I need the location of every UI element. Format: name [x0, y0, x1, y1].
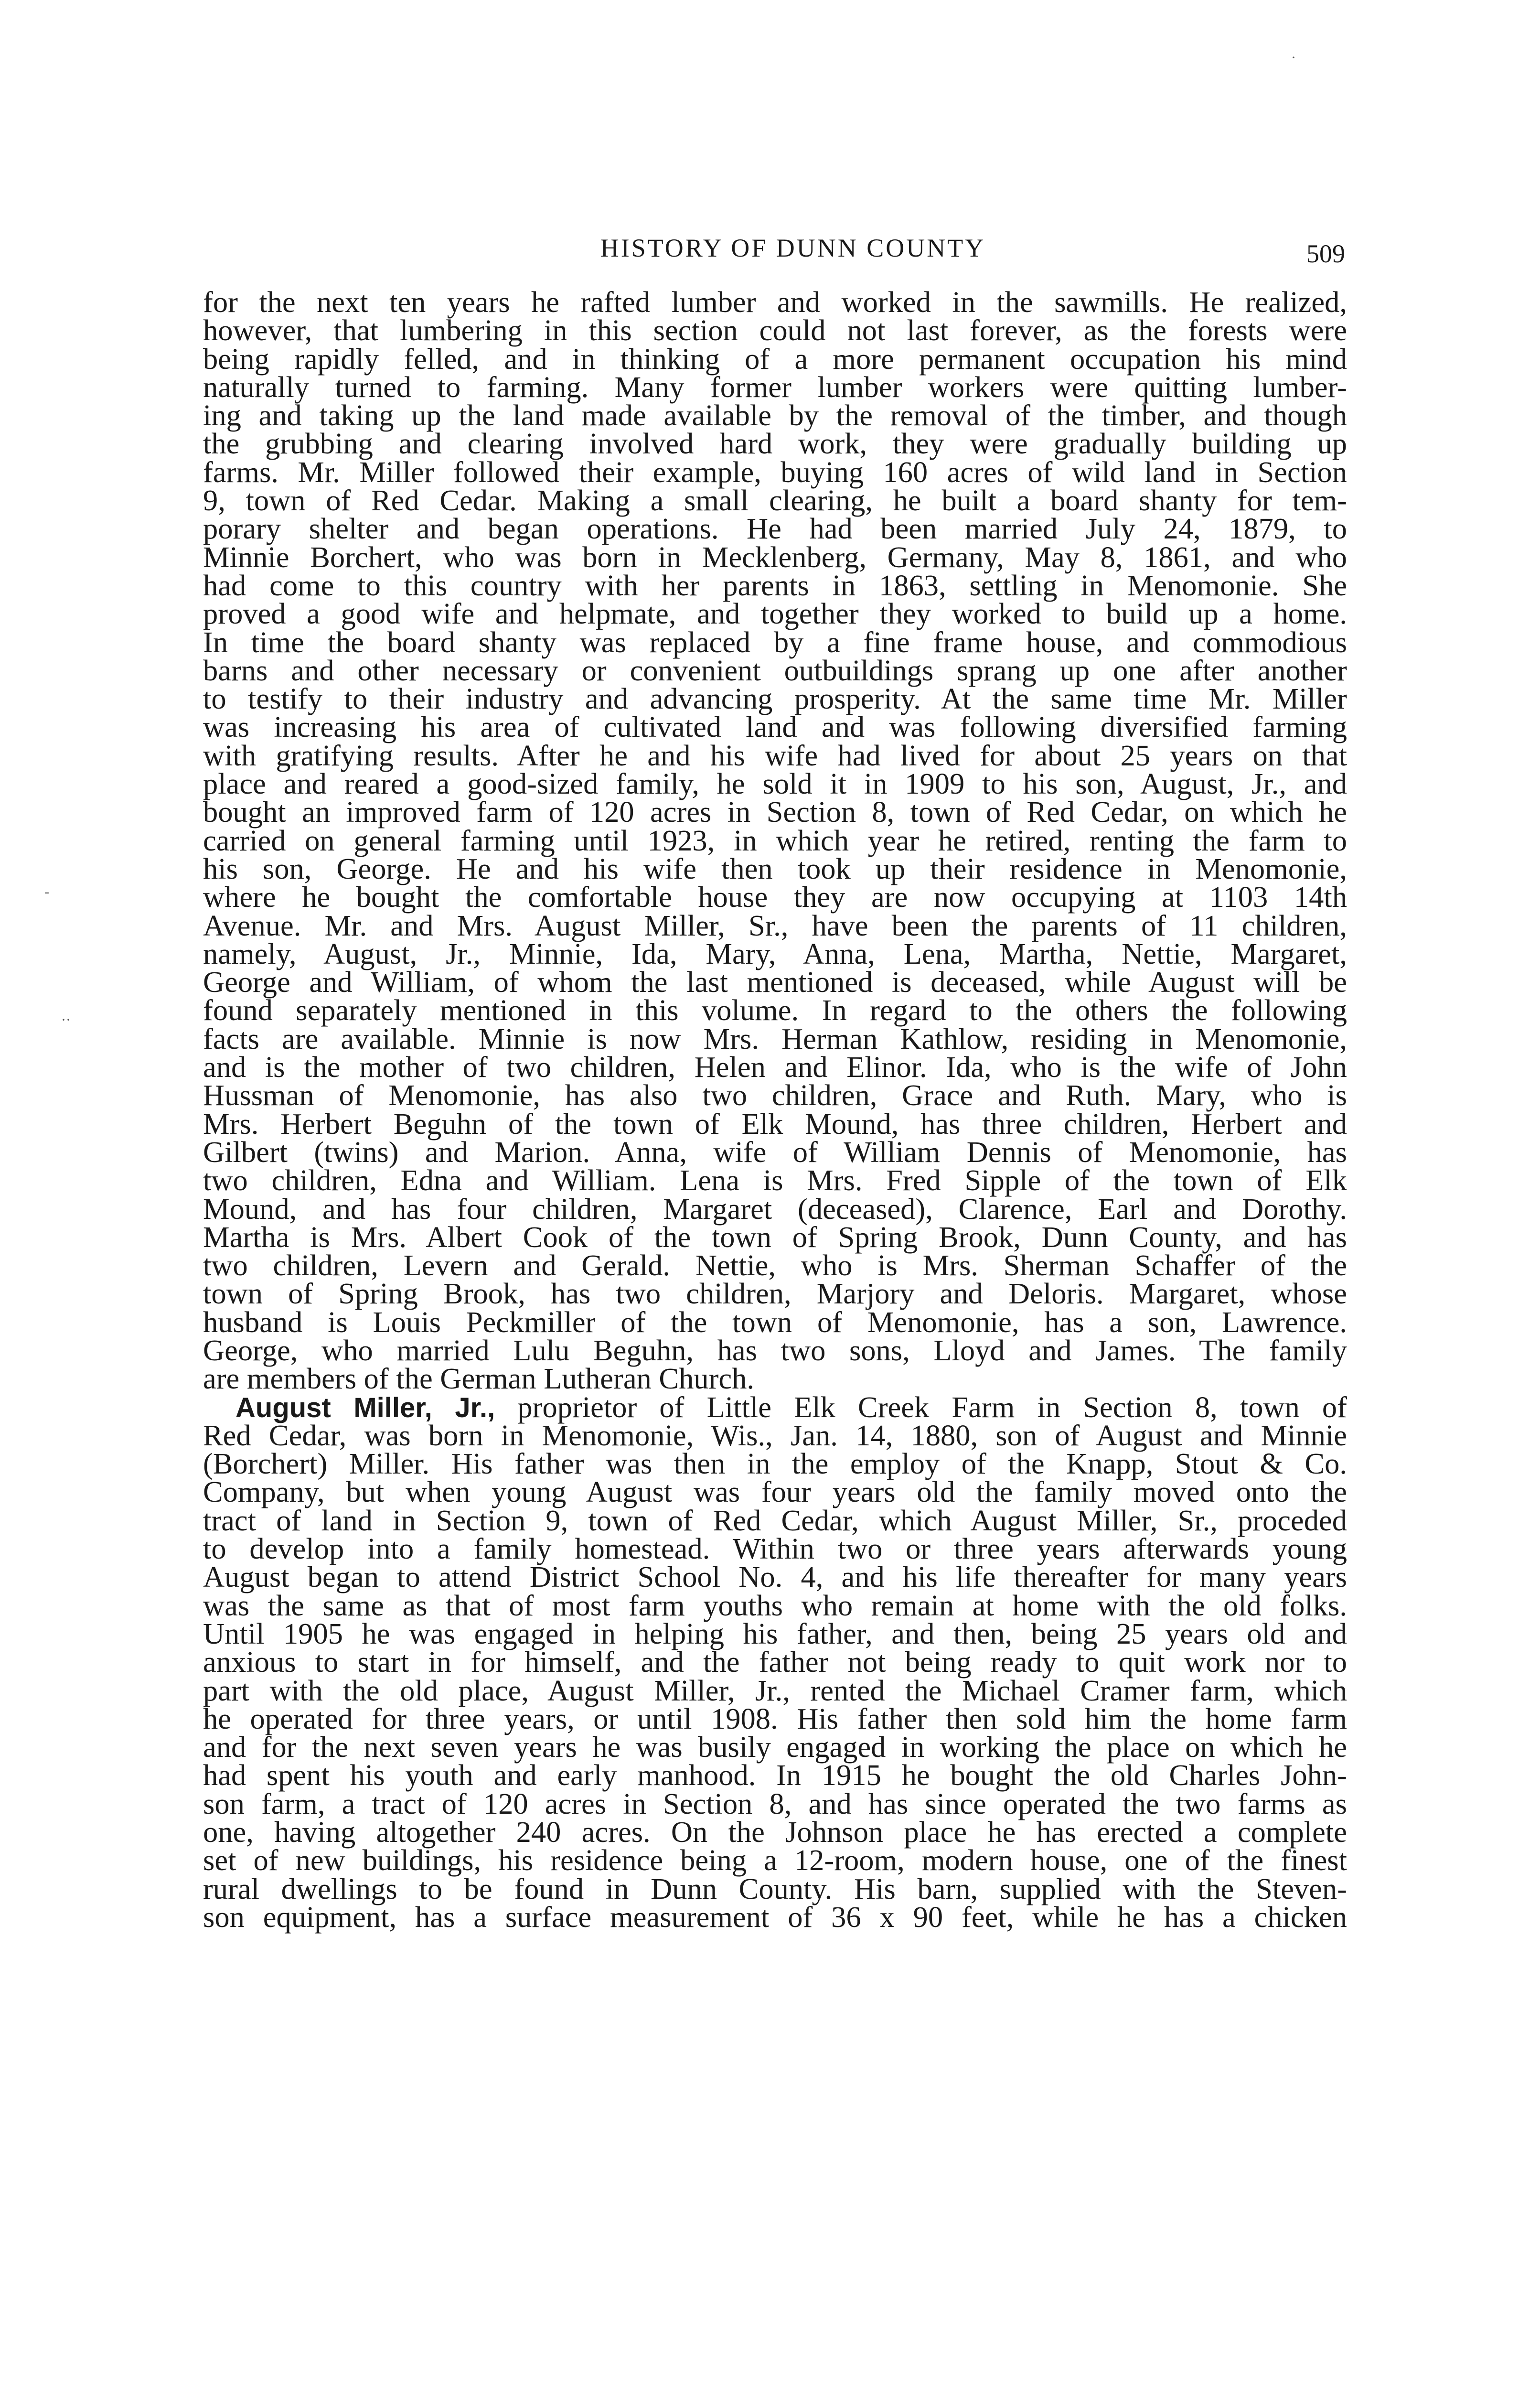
text-line: Hussman of Menomonie, has also two children, Grace and Ruth. Mary, who is [203, 1078, 1347, 1112]
biography-subject-name: August Miller, Jr., [235, 1392, 495, 1423]
text-line: and for the next seven years he was busily engaged in working the place on which he [203, 1730, 1347, 1764]
text-line: Gilbert (twins) and Marion. Anna, wife of William Dennis of Menomonie, has [203, 1135, 1347, 1169]
text-line: George, who married Lulu Beguhn, has two sons, Lloyd and James. The family [203, 1333, 1347, 1367]
text-line: (Borchert) Miller. His father was then in the employ of the Knapp, Stout & Co. [203, 1447, 1347, 1481]
page-number: 509 [1306, 239, 1345, 268]
margin-speck: ·· [61, 1012, 71, 1028]
text-line: he operated for three years, or until 1908. His father then sold him the home farm [203, 1701, 1347, 1735]
text-line: In time the board shanty was replaced by a fine frame house, and commodious [203, 625, 1347, 659]
text-line: farms. Mr. Miller followed their example, buying 160 acres of wild land in Section [203, 455, 1347, 489]
text-line: facts are available. Minnie is now Mrs. Herman Kathlow, residing in Menomonie, [203, 1022, 1347, 1055]
text-line: carried on general farming until 1923, in which year he retired, renting the farm to [203, 823, 1347, 857]
text-line [203, 1390, 1347, 1424]
text-line: porary shelter and began operations. He had been married July 24, 1879, to [203, 512, 1347, 546]
text-line: for the next ten years he rafted lumber and worked in the sawmills. He realized, [203, 285, 1347, 319]
text-line: was increasing his area of cultivated land and was following diversified farming [203, 710, 1347, 744]
text-line: barns and other necessary or convenient outbuildings sprang up one after another [203, 653, 1347, 687]
text-line: Mound, and has four children, Margaret (deceased), Clarence, Earl and Dorothy. [203, 1192, 1347, 1226]
text-line: Company, but when young August was four years old the family moved onto the [203, 1475, 1347, 1509]
text-line: August began to attend District School No. 4, and his life thereafter for many years [203, 1560, 1347, 1594]
text-line: where he bought the comfortable house they are now occupying at 1103 14th [203, 880, 1347, 914]
text-line: namely, August, Jr., Minnie, Ida, Mary, Anna, Lena, Martha, Nettie, Margaret, [203, 936, 1347, 970]
text-line: tract of land in Section 9, town of Red Cedar, which August Miller, Sr., proceded [203, 1503, 1347, 1537]
text-line: being rapidly felled, and in thinking of a more permanent occupation his mind [203, 342, 1347, 376]
margin-speck: · [1291, 50, 1296, 65]
text-line: proved a good wife and helpmate, and together they worked to build up a home. [203, 597, 1347, 631]
text-line: anxious to start in for himself, and the father not being ready to quit work nor to [203, 1645, 1347, 1679]
paragraph-august-miller-sr [203, 285, 1347, 1396]
text-line: however, that lumbering in this section could not last forever, as the forests were [203, 313, 1347, 347]
text-line: naturally turned to farming. Many former lumber workers were quitting lumber- [203, 370, 1347, 404]
text-line: 9, town of Red Cedar. Making a small clearing, he built a board shanty for tem- [203, 484, 1347, 517]
first-line-text: proprietor of Little Elk Creek Farm in Section 8, town of [495, 1390, 1347, 1424]
text-line: bought an improved farm of 120 acres in Section 8, town of Red Cedar, on which he [203, 795, 1347, 829]
text-line: are members of the German Lutheran Church. [203, 1362, 755, 1396]
text-line: to develop into a family homestead. Within two or three years afterwards young [203, 1532, 1347, 1566]
text-line: son equipment, has a surface measurement of 36 x 90 feet, while he has a chicken [203, 1900, 1347, 1934]
text-line: had spent his youth and early manhood. In 1915 he bought the old Charles John- [203, 1758, 1347, 1792]
text-line: husband is Louis Peckmiller of the town of Menomonie, has a son, Lawrence. [203, 1305, 1347, 1339]
text-line: Until 1905 he was engaged in helping his father, and then, being 25 years old and [203, 1616, 1347, 1650]
text-line: the grubbing and clearing involved hard work, they were gradually building up [203, 427, 1347, 461]
text-line: Martha is Mrs. Albert Cook of the town of Spring Brook, Dunn County, and has [203, 1220, 1347, 1254]
text-line: Mrs. Herbert Beguhn of the town of Elk Mound, has three children, Herbert and [203, 1107, 1347, 1141]
text-line: son farm, a tract of 120 acres in Section 8, and has since operated the two farms as [203, 1786, 1347, 1820]
text-line: town of Spring Brook, has two children, Marjory and Deloris. Margaret, whose [203, 1277, 1347, 1311]
text-line: two children, Levern and Gerald. Nettie, who is Mrs. Sherman Schaffer of the [203, 1248, 1347, 1282]
text-line: place and reared a good-sized family, he sold it in 1909 to his son, August, Jr., and [203, 767, 1347, 801]
text-line: two children, Edna and William. Lena is Mrs. Fred Sipple of the town of Elk [203, 1163, 1347, 1197]
text-line: to testify to their industry and advancing prosperity. At the same time Mr. Miller [203, 682, 1347, 716]
running-head-title: HISTORY OF DUNN COUNTY [600, 234, 986, 262]
text-line: with gratifying results. After he and his wife had lived for about 25 years on that [203, 738, 1347, 772]
text-line: set of new buildings, his residence being a 12-room, modern house, one of the finest [203, 1843, 1347, 1877]
text-line: Red Cedar, was born in Menomonie, Wis., Jan. 14, 1880, son of August and Minnie [203, 1418, 1347, 1452]
text-line: was the same as that of most farm youths who remain at home with the old folks. [203, 1588, 1347, 1622]
body-text [203, 285, 1347, 1934]
paragraph-august-miller-jr [203, 1390, 1347, 1934]
text-line: ing and taking up the land made available by the removal of the timber, and though [203, 398, 1347, 432]
text-line: one, having altogether 240 acres. On the Johnson place he has erected a complete [203, 1815, 1347, 1849]
text-line: found separately mentioned in this volume. In regard to the others the following [203, 993, 1347, 1027]
text-line: Minnie Borchert, who was born in Mecklenberg, Germany, May 8, 1861, and who [203, 540, 1347, 574]
text-line: George and William, of whom the last mentioned is deceased, while August will be [203, 965, 1347, 999]
text-line: and is the mother of two children, Helen and Elinor. Ida, who is the wife of John [203, 1050, 1347, 1084]
margin-speck: - [44, 884, 49, 900]
text-line: Avenue. Mr. and Mrs. August Miller, Sr., have been the parents of 11 children, [203, 908, 1347, 942]
text-line: had come to this country with her parents in 1863, settling in Menomonie. She [203, 568, 1347, 602]
text-line: part with the old place, August Miller, Jr., rented the Michael Cramer farm, which [203, 1673, 1347, 1707]
text-line: rural dwellings to be found in Dunn County. His barn, supplied with the Steven- [203, 1872, 1347, 1905]
text-line: his son, George. He and his wife then took up their residence in Menomonie, [203, 851, 1347, 885]
